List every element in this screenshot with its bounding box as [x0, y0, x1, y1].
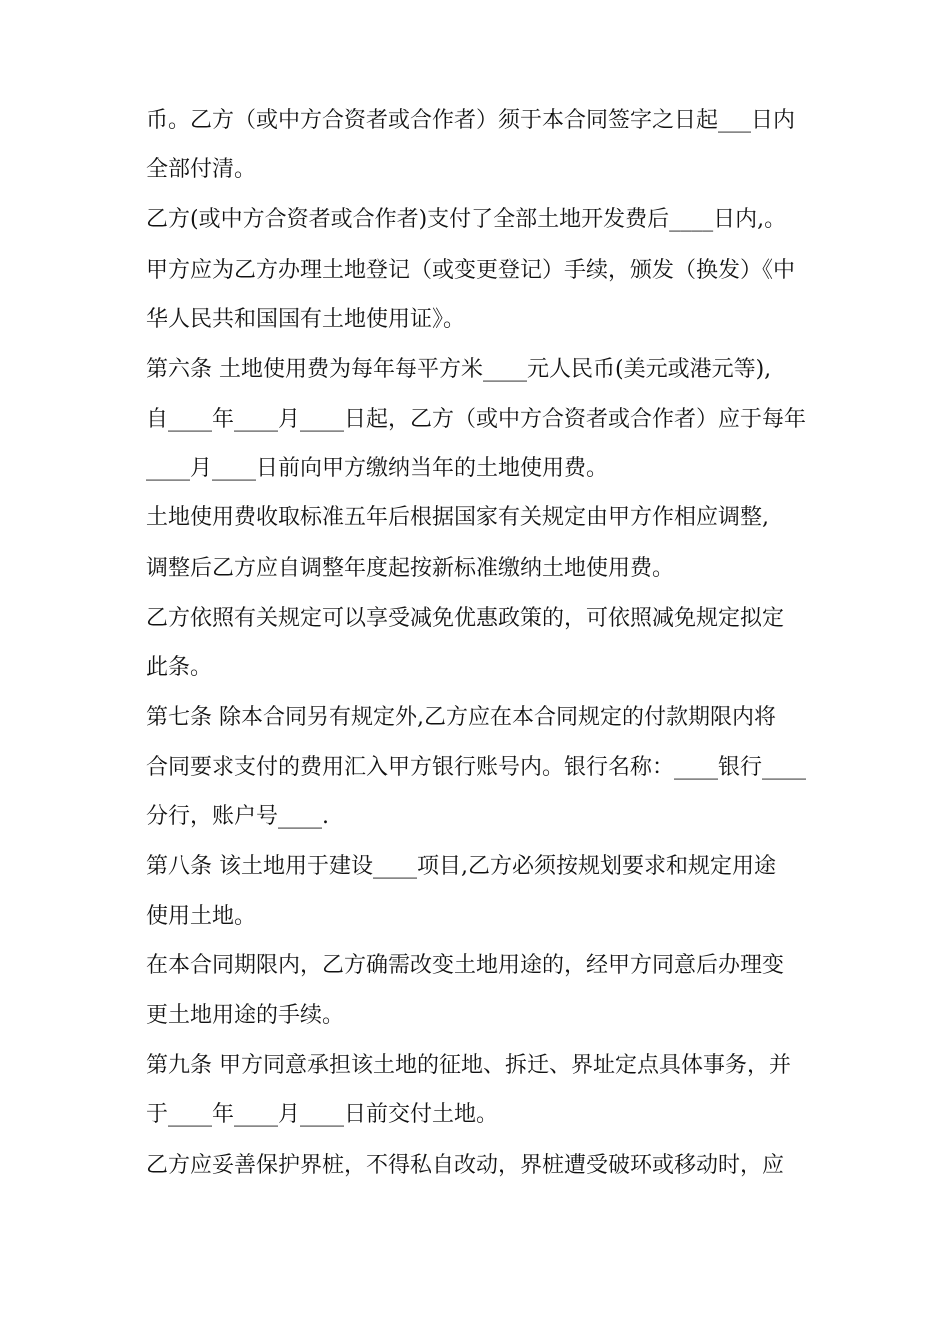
text-line: 全部付清。	[146, 157, 257, 182]
text-line: 使用土地。	[146, 904, 257, 929]
text-line: 于____年____月____日前交付土地。	[146, 1102, 499, 1127]
text-line: 第七条 除本合同另有规定外,乙方应在本合同规定的付款期限内将	[146, 705, 776, 730]
text-line: 乙方依照有关规定可以享受减免优惠政策的，可依照减免规定拟定	[146, 606, 785, 631]
text-line: 自____年____月____日起，乙方（或中方合资者或合作者）应于每年	[146, 407, 807, 432]
text-line: 第九条 甲方同意承担该土地的征地、拆迁、界址定点具体事务，并	[146, 1053, 791, 1078]
text-line: 合同要求支付的费用汇入甲方银行账号内。银行名称：____银行____	[146, 755, 807, 780]
text-line: 分行，账户号____.	[146, 804, 329, 829]
text-line: ____月____日前向甲方缴纳当年的土地使用费。	[146, 456, 609, 481]
text-line: 更土地用途的手续。	[146, 1003, 345, 1028]
text-line: 第八条 该土地用于建设____项目,乙方必须按规划要求和规定用途	[146, 854, 776, 879]
text-line: 乙方(或中方合资者或合作者)支付了全部土地开发费后____日内,。	[146, 207, 787, 232]
text-line: 土地使用费收取标准五年后根据国家有关规定由甲方作相应调整,	[146, 505, 769, 530]
text-line: 甲方应为乙方办理土地登记（或变更登记）手续，颁发（换发）《中	[146, 258, 796, 283]
text-line: 此条。	[146, 655, 213, 680]
text-line: 乙方应妥善保护界桩，不得私自改动，界桩遭受破环或移动时，应	[146, 1153, 785, 1178]
text-line: 调整后乙方应自调整年度起按新标准缴纳土地使用费。	[146, 556, 675, 581]
text-line: 币。乙方（或中方合资者或合作者）须于本合同签字之日起___日内	[146, 108, 796, 133]
text-line: 在本合同期限内，乙方确需改变土地用途的，经甲方同意后办理变	[146, 953, 785, 978]
text-line: 第六条 土地使用费为每年每平方米____元人民币(美元或港元等),	[146, 357, 772, 382]
text-line: 华人民共和国国有土地使用证》。	[146, 307, 466, 332]
